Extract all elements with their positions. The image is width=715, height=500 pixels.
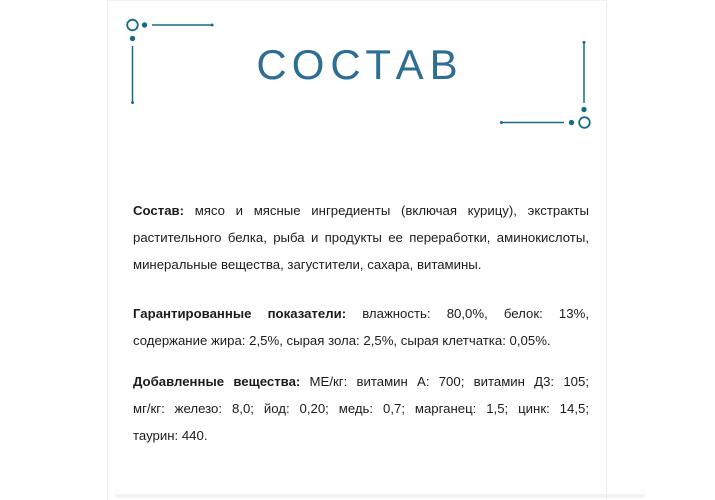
text-line — [133, 368, 589, 395]
ring-icon — [579, 117, 590, 128]
paragraph-label: Гарантированные показатели: — [133, 306, 347, 321]
text-line-rest: МЕ/кг: витамин А: 700; витамин Д3: 105; — [300, 374, 589, 389]
text-line: мг/кг: железо: 8,0; йод: 0,20; медь: 0,7; марганец: 1,5; цинк: 14,5; — [133, 401, 589, 416]
paragraph-guaranteed-analysis — [133, 300, 589, 354]
text-line: растительного белка, рыба и продукты ее переработки, аминокислоты, — [133, 230, 589, 245]
photo-edge-shadow — [115, 494, 645, 498]
ring-icon — [127, 20, 138, 31]
text-line: содержание жира: 2,5%, сырая зола: 2,5%, сырая клетчатка: 0,05%. — [133, 333, 551, 348]
dot-icon — [569, 120, 574, 125]
paragraph-label: Состав: — [133, 203, 185, 218]
arrow-line-left — [500, 121, 564, 124]
paragraph-label: Добавленные вещества: — [133, 374, 301, 389]
dot-icon — [142, 22, 147, 27]
dot-icon — [130, 36, 135, 41]
text-line-rest: мясо и мясные ингредиенты (включая курицу), экстракты — [184, 203, 589, 218]
dot-icon — [581, 107, 586, 112]
text-line — [133, 300, 589, 327]
text-line — [133, 197, 589, 224]
paragraph-composition — [133, 197, 589, 278]
text-line-rest: влажность: 80,0%, белок: 13%, — [346, 306, 589, 321]
text-line: таурин: 440. — [133, 428, 208, 443]
arrow-line-right — [152, 24, 214, 27]
text-line: минеральные вещества, загустители, сахара, витамины. — [133, 257, 482, 272]
page-title: СОСТАВ — [256, 41, 464, 88]
label-card — [107, 0, 607, 500]
paragraph-additives — [133, 368, 589, 449]
